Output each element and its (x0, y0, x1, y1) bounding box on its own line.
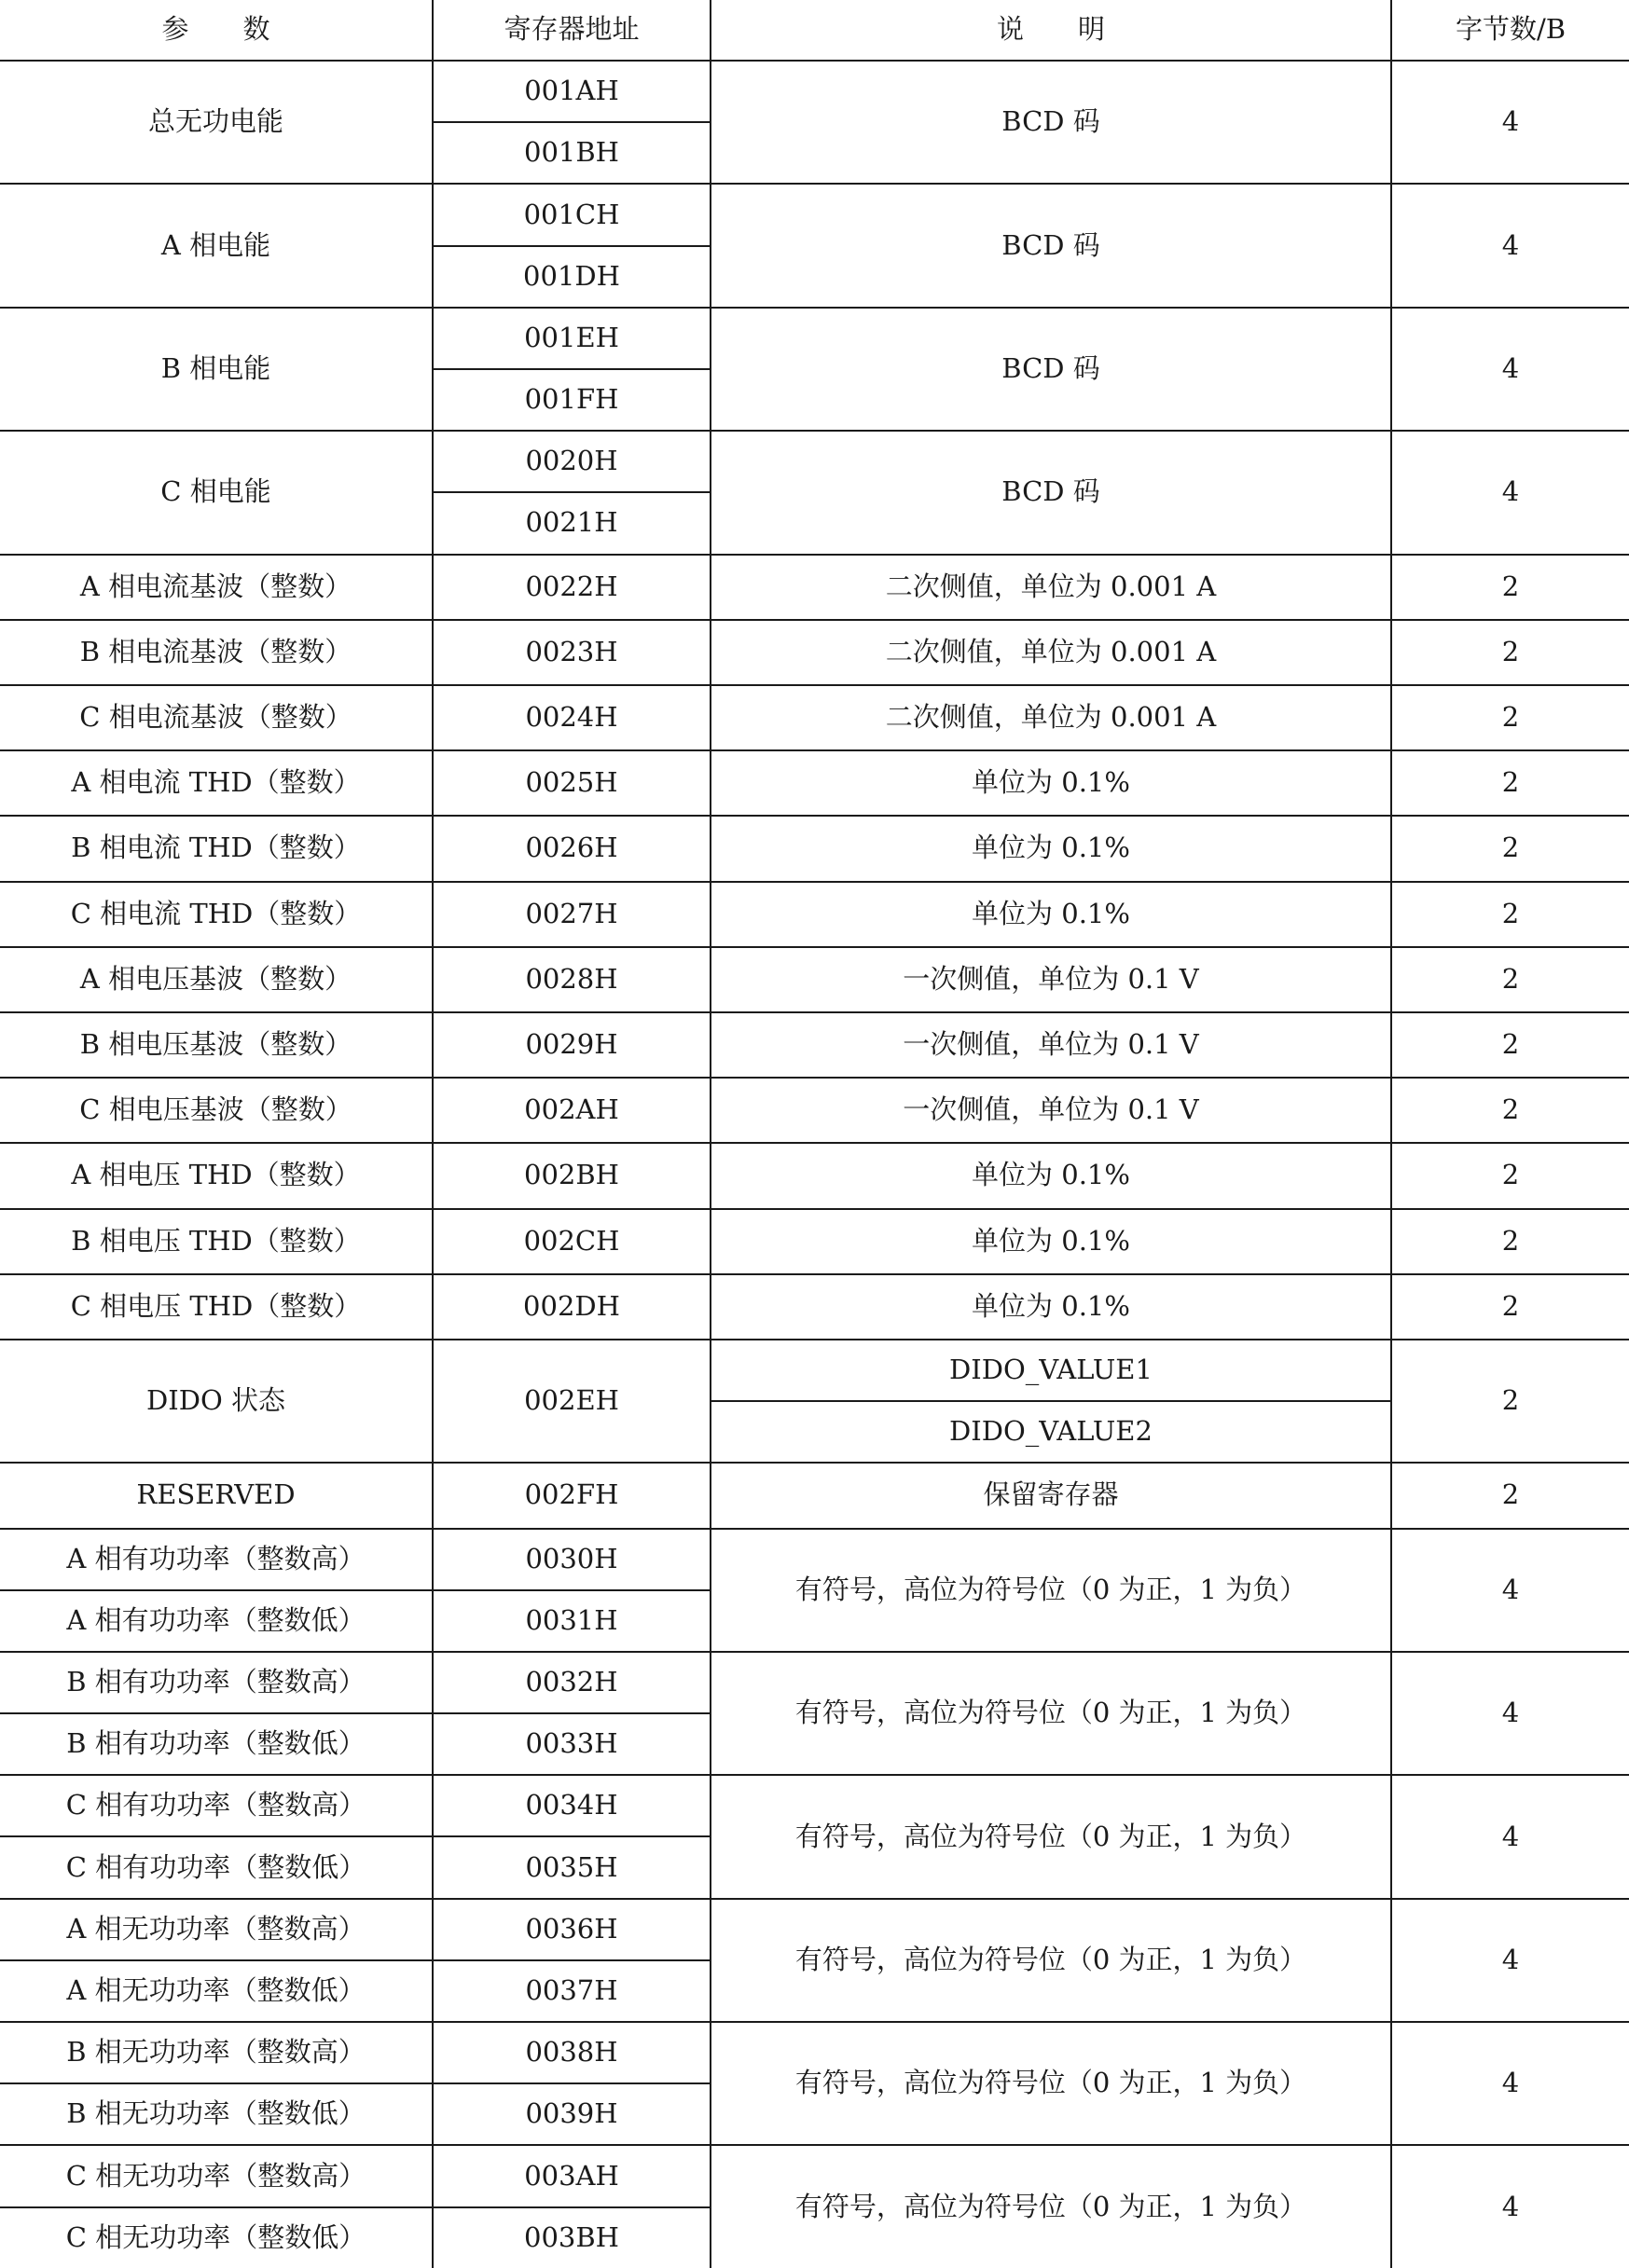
bytes-cell: 2 (1391, 1143, 1629, 1208)
description-cell: 有符号，高位为符号位（0 为正，1 为负） (711, 2022, 1391, 2145)
param-cell: A 相无功功率（整数低） (0, 1960, 433, 2022)
address-cell: 0038H (433, 2022, 711, 2083)
description-cell: 有符号，高位为符号位（0 为正，1 为负） (711, 1529, 1391, 1652)
table-row (0, 1775, 1629, 1836)
address-cell: 0036H (433, 1899, 711, 1960)
param-cell: A 相电流 THD（整数） (0, 750, 433, 816)
param-cell: A 相电流基波（整数） (0, 555, 433, 620)
address-cell: 003AH (433, 2145, 711, 2206)
bytes-cell: 4 (1391, 2022, 1629, 2145)
table-body (0, 61, 1629, 2268)
address-cell: 002CH (433, 1209, 711, 1274)
description-cell: 一次侧值，单位为 0.1 V (711, 1078, 1391, 1143)
param-cell: B 相有功功率（整数高） (0, 1652, 433, 1713)
table-row (0, 555, 1629, 620)
description-cell: DIDO_VALUE2 (711, 1401, 1391, 1463)
param-cell: B 相电流 THD（整数） (0, 816, 433, 881)
description-cell: 二次侧值，单位为 0.001 A (711, 620, 1391, 685)
header-param: 参 数 (0, 0, 433, 61)
param-cell: C 相无功功率（整数低） (0, 2207, 433, 2268)
address-cell: 0035H (433, 1836, 711, 1898)
address-cell: 002FH (433, 1463, 711, 1528)
address-cell: 001DH (433, 246, 711, 308)
address-cell: 0024H (433, 685, 711, 750)
description-cell: 单位为 0.1% (711, 882, 1391, 947)
table-row (0, 750, 1629, 816)
bytes-cell: 2 (1391, 816, 1629, 881)
bytes-cell: 4 (1391, 184, 1629, 307)
description-cell: 一次侧值，单位为 0.1 V (711, 1012, 1391, 1078)
bytes-cell: 2 (1391, 1209, 1629, 1274)
table-row (0, 1274, 1629, 1340)
address-cell: 001CH (433, 184, 711, 245)
param-cell: B 相有功功率（整数低） (0, 1713, 433, 1775)
address-cell: 002EH (433, 1340, 711, 1463)
description-cell: BCD 码 (711, 184, 1391, 307)
table-row (0, 816, 1629, 881)
param-cell: C 相电压基波（整数） (0, 1078, 433, 1143)
param-cell: C 相有功功率（整数高） (0, 1775, 433, 1836)
table-row (0, 1652, 1629, 1713)
description-cell: 单位为 0.1% (711, 1143, 1391, 1208)
header-description: 说 明 (711, 0, 1391, 61)
description-cell: 有符号，高位为符号位（0 为正，1 为负） (711, 2145, 1391, 2268)
description-cell: 有符号，高位为符号位（0 为正，1 为负） (711, 1775, 1391, 1898)
header-bytes: 字节数/B (1391, 0, 1629, 61)
address-cell: 003BH (433, 2207, 711, 2268)
address-cell: 0026H (433, 816, 711, 881)
description-cell: 二次侧值，单位为 0.001 A (711, 555, 1391, 620)
bytes-cell: 4 (1391, 431, 1629, 554)
description-cell: 单位为 0.1% (711, 1274, 1391, 1340)
param-cell: C 相有功功率（整数低） (0, 1836, 433, 1898)
param-cell: B 相电压 THD（整数） (0, 1209, 433, 1274)
bytes-cell: 2 (1391, 1078, 1629, 1143)
address-cell: 001EH (433, 308, 711, 369)
table-row (0, 431, 1629, 492)
bytes-cell: 4 (1391, 1652, 1629, 1775)
param-cell: B 相电能 (0, 308, 433, 431)
bytes-cell: 4 (1391, 2145, 1629, 2268)
table-row (0, 1012, 1629, 1078)
table-row (0, 685, 1629, 750)
param-cell: C 相电流基波（整数） (0, 685, 433, 750)
table-row (0, 1143, 1629, 1208)
bytes-cell: 2 (1391, 947, 1629, 1012)
address-cell: 001BH (433, 122, 711, 184)
table-row (0, 2145, 1629, 2206)
description-cell: 一次侧值，单位为 0.1 V (711, 947, 1391, 1012)
table-row (0, 1209, 1629, 1274)
address-cell: 002BH (433, 1143, 711, 1208)
bytes-cell: 4 (1391, 1899, 1629, 2022)
bytes-cell: 4 (1391, 61, 1629, 184)
bytes-cell: 4 (1391, 1775, 1629, 1898)
table-row (0, 1529, 1629, 1590)
param-cell: C 相电流 THD（整数） (0, 882, 433, 947)
table-row (0, 620, 1629, 685)
address-cell: 0029H (433, 1012, 711, 1078)
address-cell: 0034H (433, 1775, 711, 1836)
table-row (0, 61, 1629, 122)
param-cell: C 相电压 THD（整数） (0, 1274, 433, 1340)
address-cell: 0031H (433, 1590, 711, 1652)
table-row (0, 308, 1629, 369)
description-cell: BCD 码 (711, 61, 1391, 184)
param-cell: RESERVED (0, 1463, 433, 1528)
address-cell: 0020H (433, 431, 711, 492)
description-cell: 保留寄存器 (711, 1463, 1391, 1528)
description-cell: 二次侧值，单位为 0.001 A (711, 685, 1391, 750)
table-row (0, 1899, 1629, 1960)
address-cell: 0028H (433, 947, 711, 1012)
bytes-cell: 2 (1391, 685, 1629, 750)
address-cell: 0027H (433, 882, 711, 947)
description-cell: 单位为 0.1% (711, 750, 1391, 816)
param-cell: A 相有功功率（整数低） (0, 1590, 433, 1652)
address-cell: 0037H (433, 1960, 711, 2022)
bytes-cell: 2 (1391, 555, 1629, 620)
param-cell: DIDO 状态 (0, 1340, 433, 1463)
bytes-cell: 2 (1391, 1274, 1629, 1340)
bytes-cell: 2 (1391, 1012, 1629, 1078)
description-cell: 有符号，高位为符号位（0 为正，1 为负） (711, 1899, 1391, 2022)
description-cell: BCD 码 (711, 431, 1391, 554)
bytes-cell: 2 (1391, 620, 1629, 685)
description-cell: 有符号，高位为符号位（0 为正，1 为负） (711, 1652, 1391, 1775)
address-cell: 0032H (433, 1652, 711, 1713)
param-cell: B 相无功功率（整数低） (0, 2083, 433, 2145)
table-row (0, 2022, 1629, 2083)
param-cell: B 相电压基波（整数） (0, 1012, 433, 1078)
param-cell: B 相电流基波（整数） (0, 620, 433, 685)
param-cell: A 相电能 (0, 184, 433, 307)
address-cell: 001AH (433, 61, 711, 122)
address-cell: 0022H (433, 555, 711, 620)
param-cell: C 相无功功率（整数高） (0, 2145, 433, 2206)
address-cell: 002DH (433, 1274, 711, 1340)
param-cell: B 相无功功率（整数高） (0, 2022, 433, 2083)
bytes-cell: 2 (1391, 750, 1629, 816)
address-cell: 0021H (433, 492, 711, 554)
description-cell: BCD 码 (711, 308, 1391, 431)
table-row (0, 1340, 1629, 1401)
address-cell: 0030H (433, 1529, 711, 1590)
address-cell: 0025H (433, 750, 711, 816)
table-row (0, 1078, 1629, 1143)
param-cell: 总无功电能 (0, 61, 433, 184)
address-cell: 0033H (433, 1713, 711, 1775)
description-cell: DIDO_VALUE1 (711, 1340, 1391, 1401)
header-address: 寄存器地址 (433, 0, 711, 61)
header-row (0, 0, 1629, 61)
param-cell: A 相电压基波（整数） (0, 947, 433, 1012)
param-cell: A 相电压 THD（整数） (0, 1143, 433, 1208)
address-cell: 002AH (433, 1078, 711, 1143)
bytes-cell: 4 (1391, 308, 1629, 431)
address-cell: 001FH (433, 369, 711, 431)
address-cell: 0039H (433, 2083, 711, 2145)
bytes-cell: 4 (1391, 1529, 1629, 1652)
table-row (0, 1463, 1629, 1528)
bytes-cell: 2 (1391, 1340, 1629, 1463)
address-cell: 0023H (433, 620, 711, 685)
bytes-cell: 2 (1391, 882, 1629, 947)
param-cell: C 相电能 (0, 431, 433, 554)
table-row (0, 184, 1629, 245)
bytes-cell: 2 (1391, 1463, 1629, 1528)
param-cell: A 相有功功率（整数高） (0, 1529, 433, 1590)
description-cell: 单位为 0.1% (711, 1209, 1391, 1274)
description-cell: 单位为 0.1% (711, 816, 1391, 881)
param-cell: A 相无功功率（整数高） (0, 1899, 433, 1960)
table-row (0, 947, 1629, 1012)
table-row (0, 882, 1629, 947)
